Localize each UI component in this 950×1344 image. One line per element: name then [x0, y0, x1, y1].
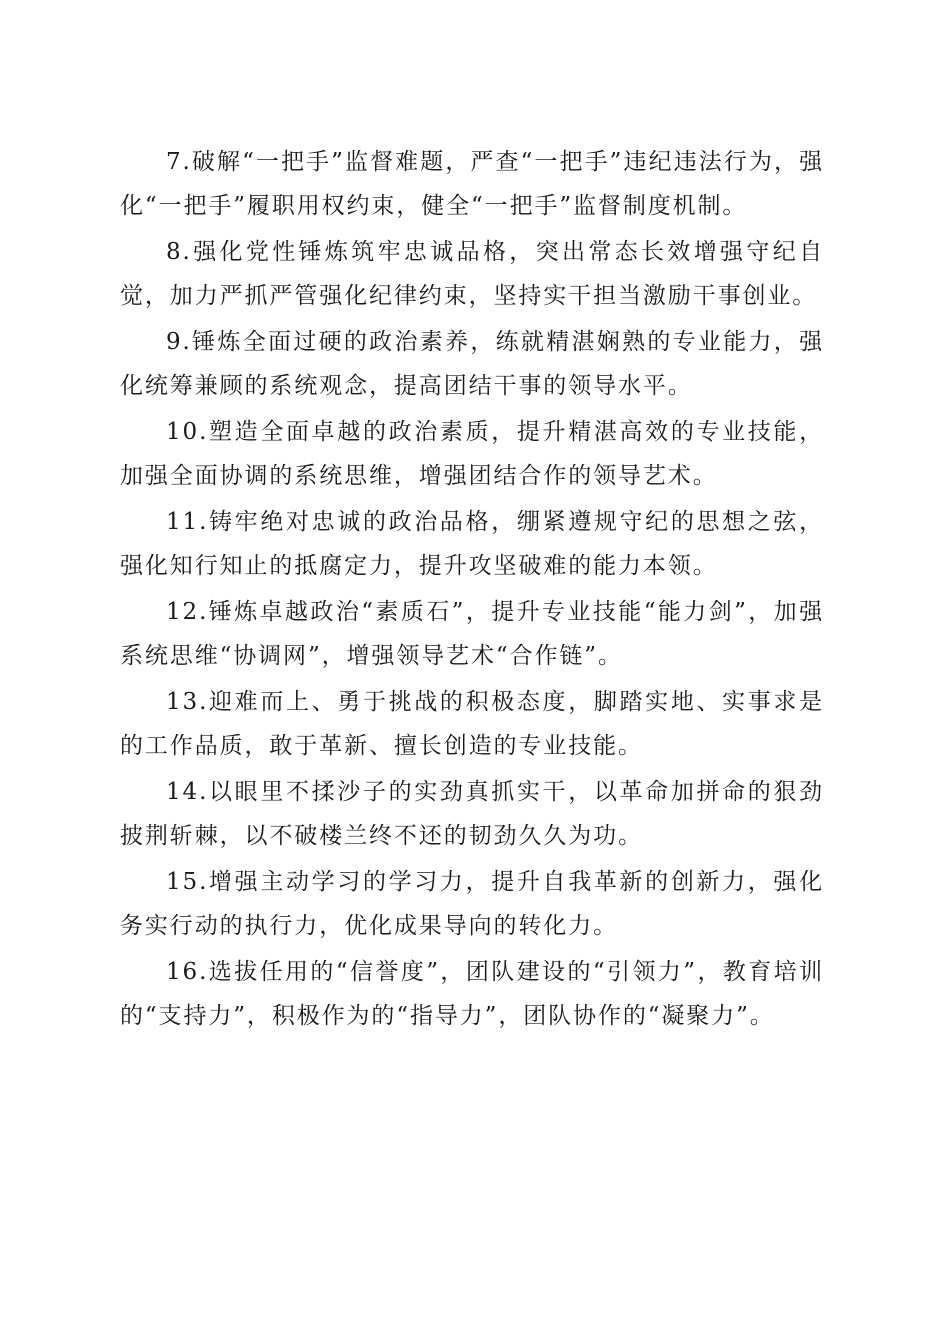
paragraph-8: 8.强化党性锤炼筑牢忠诚品格，突出常态长效增强守纪自觉，加力严抓严管强化纪律约束，坚持实干担当激励干事创业。: [120, 239, 824, 309]
paragraph-7: 7.破解“一把手”监督难题，严查“一把手”违纪违法行为，强化“一把手”履职用权约束，健全“一把手”监督制度机制。: [120, 149, 824, 219]
document-body: [120, 140, 824, 1040]
paragraph-13: 13.迎难而上、勇于挑战的积极态度，脚踏实地、实事求是的工作品质，敢于革新、擅长创造的专业技能。: [120, 689, 824, 759]
paragraph-12: 12.锤炼卓越政治“素质石”，提升专业技能“能力剑”，加强系统思维“协调网”，增强领导艺术“合作链”。: [120, 599, 824, 669]
paragraph-11: 11.铸牢绝对忠诚的政治品格，绷紧遵规守纪的思想之弦，强化知行知止的抵腐定力，提升攻坚破难的能力本领。: [120, 509, 824, 579]
paragraph-14: 14.以眼里不揉沙子的实劲真抓实干，以革命加拼命的狠劲披荆斩棘，以不破楼兰终不还的韧劲久久为功。: [120, 779, 824, 849]
paragraph-15: 15.增强主动学习的学习力，提升自我革新的创新力，强化务实行动的执行力，优化成果导向的转化力。: [120, 869, 824, 939]
paragraph-9: 9.锤炼全面过硬的政治素养，练就精湛娴熟的专业能力，强化统筹兼顾的系统观念，提高团结干事的领导水平。: [120, 329, 824, 399]
paragraph-16: 16.选拔任用的“信誉度”，团队建设的“引领力”，教育培训的“支持力”，积极作为的“指导力”，团队协作的“凝聚力”。: [120, 959, 824, 1029]
paragraph-10: 10.塑造全面卓越的政治素质，提升精湛高效的专业技能，加强全面协调的系统思维，增强团结合作的领导艺术。: [120, 419, 824, 489]
